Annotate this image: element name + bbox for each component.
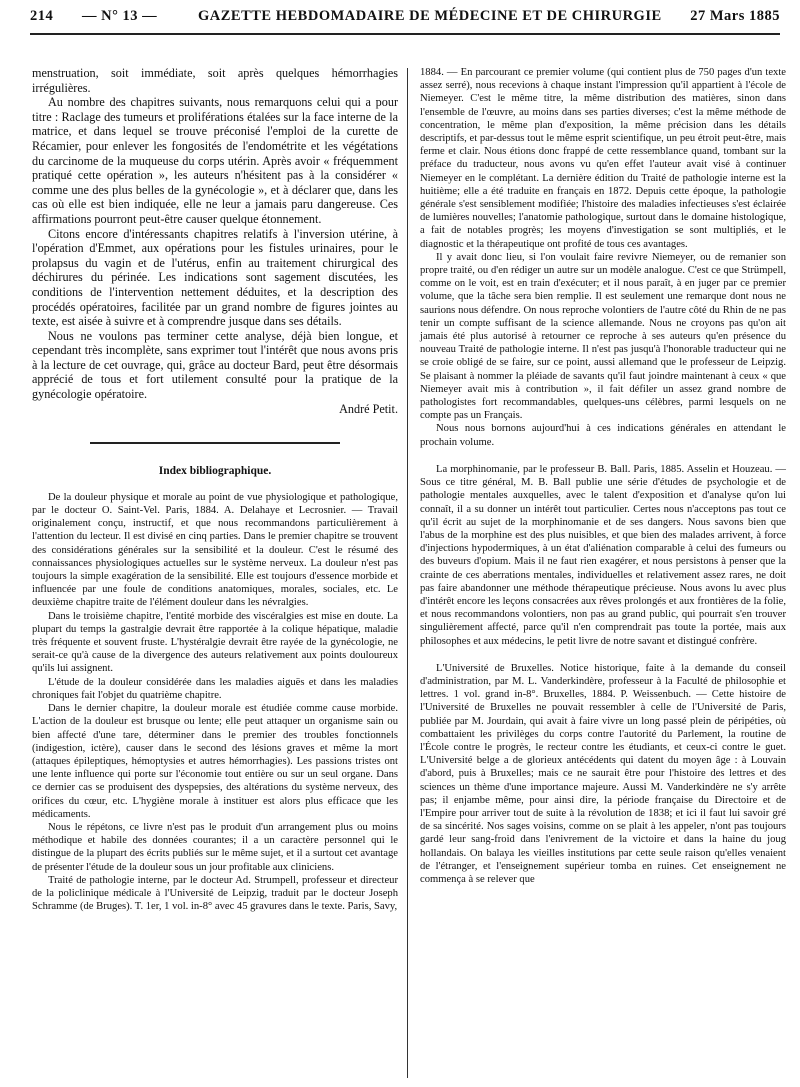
index-title: Index bibliographique. — [158, 465, 272, 478]
paragraph: 1884. — En parcourant ce premier volume (qui contient plus de 750 pages d'un texte assez serré), nous recevions à chaque instant l'impression qu'il appartient à l'école de Niemeyer. C'est le même titre, la même distribution des matières, sinon dans l'ensemble de l'œuvre, au moins dans ses parties diverses; c'est la même méthode de concentration, le même plan d'exposition, la même précision dans les détails descriptifs, et par-dessus tout le même esprit scientifique, un peu étroit peut-être, mais ferme et clair. Nous étions donc frappé de cette ressemblance quand, tombant sur la préface du traducteur, nous avons vu qu'en effet l'auteur avait visé à continuer Niemeyer en le complétant. La dernière édition du Traité de pathologie interne est la huitième; elle a été traduite en français en 1872. Depuis cette époque, la pathologie générale s'est sensiblement modifiée; l'histoire des maladies infectieuses s'est éclairée de lumières nouvelles; l'anatomie pathologique, surtout dans le domaine histologique, a fait de notables progrès; les moyens d'investigation se sont multipliés, et le diagnostic et la thérapeutique ont profité de tous ces avantages. — [420, 67, 786, 250]
index-entry: La morphinomanie, par le professeur B. Ball. Paris, 1885. Asselin et Houzeau. — Sous ce titre général, M. B. Ball publie une série d'études de psychologie et de pathologie mentales auxquelles, avec le talent d'exposition et d'analyse qu'on lui connaît, il a su donner un intérêt tout particulier. Certes nous n'acceptons pas tout ce qu'il écrit au sujet de la morphinomanie et de ses dangers. Nous savons bien que l'abus de la morphine est des plus nuisibles, et que bien des malades arrivent, à force d'injections hypodermiques, à un état d'aliénation comparable à celui des fumeurs ou des buveurs d'opium. Mais il ne faut rien exagérer, et nous persistons à penser que la crainte de ces aberrations mentales, individuelles et relativement assez rares, ne doit pas faire abandonner une méthode thérapeutique précieuse. Nous avons lu avec plus d'intérêt encore les leçons consacrées aux rêves prolongés et aux frontières de la folie, et nous recommandons volontiers, non pas au grand public, qui pourrait s'en trouver singulièrement affecté, parce qu'il n'en comprendrait pas toute la portée, mais aux philosophes et aux médecins, le petit livre de notre savant et distingué confrère. — [420, 463, 786, 647]
index-entry: Dans le dernier chapitre, la douleur morale est étudiée comme cause morbide. L'action de la douleur est brusque ou lente; elle peut attaquer un organisme sain ou bien affecté d'une tare, déterminer dans le premier des troubles fonctionnels (indigestion, ictère), causer dans le second des lésions graves et même la mort (attaques épileptiques, hémoptysies et autres hémorrhagies). Les passions tristes ont une lente influence qui porte sur l'économie tout entière ou sur un seul organe. Dans ce dernier cas se produisent des dyspepsies, des altérations du système nerveux, des orifices du cœur, etc. L'hygiène morale à instituer est alors plus efficace que les médicaments. — [32, 703, 398, 820]
page-number: 214 — [30, 8, 54, 24]
spacer — [420, 449, 786, 463]
index-entry: Nous le répétons, ce livre n'est pas le produit d'un arrangement plus ou moins méthodique et habile des données courantes; il a un caractère personnel qui le distingue de la plupart des écrits publiés sur le même sujet, et il a surtout cet avantage de présenter l'étude de la douleur sous un jour profitable aux cliniciens. — [32, 821, 398, 873]
index-entry: De la douleur physique et morale au point de vue physiologique et pathologique, par le docteur O. Saint-Vel. Paris, 1884. A. Delahaye et Lecrosnier. — Travail originalement conçu, instructif, et que nous recommandons particulièrement à l'attention du lecteur. Il est divisé en cinq parties. Dans le premier chapitre se trouvent des considérations générales sur la sensibilité et la douleur. C'est le résumé des connaissances physiologiques actuelles sur le système nerveux. La douleur n'est pas toujours la simple exagération de la sensibilité. Elle est toujours d'essence morbide et influencée par une foule de conditions anatomiques, morales, sociales, etc. Le deuxième chapitre traite de l'élément douleur dans les névralgies. — [32, 491, 398, 609]
spacer — [420, 648, 786, 662]
issue-number: — N° 13 — — [82, 8, 158, 24]
index-entries — [32, 491, 398, 914]
index-entry: Traité de pathologie interne, par le docteur Ad. Strumpell, professeur et directeur de la policlinique médicale à l'Université de Leipzig, traduit par le docteur Joseph Schramme (de Bruges). T. 1er, 1 vol. in-8° avec 45 gravures dans le texte. Paris, Savy, — [32, 874, 398, 913]
journal-title: GAZETTE HEBDOMADAIRE DE MÉDECINE ET DE CHIRURGIE — [198, 8, 662, 24]
paragraph: Nous ne voulons pas terminer cette analyse, déjà bien longue, et cependant très incomplète, sans exprimer tout l'intérêt que nous avons pris à la lecture de cet ouvrage, qui, grâce au docteur Bard, peut être désormais apprécié de tous et fort utilement consulté pour la pratique de la gynécologie opératoire. — [32, 328, 398, 402]
issue-date: 27 Mars 1885 — [690, 8, 780, 24]
review-signature: André Petit. — [339, 401, 398, 416]
section-divider — [90, 442, 340, 444]
paragraph: Nous nous bornons aujourd'hui à ces indications générales en attendant le prochain volume. — [420, 423, 786, 448]
index-entry: Dans le troisième chapitre, l'entité morbide des viscéralgies est mise en doute. La plupart du temps la gastralgie devrait être rapportée à la colique hépatique, maladie très fréquente et souvent fruste. L'hystéralgie devrait être rayée de la gynécologie, ne serait-ce qu'à cause de la divergence des auteurs relativement aux points douloureux qu'ils lui assignent. — [32, 610, 398, 675]
index-entry: L'Université de Bruxelles. Notice historique, faite à la demande du conseil d'administration, par M. L. Vanderkindère, professeur à la Faculté de philosophie et lettres. 1 vol. grand in-8°. Bruxelles, 1884. P. Weissenbuch. — Cette histoire de l'Université de Bruxelles ne pouvait ressembler à celle de l'Université de Paris, publiée par M. Jourdain, qui avait à faire vivre un long passé plein de péripéties, où combattaient les privilèges du corps contre l'autorité du Parlement, la routine de l'École contre le progrès, le recteur contre les étudiants, et ceux-ci contre le guet. L'Université belge a de glorieux antécédents qui datent du moyen âge : à Louvain d'abord, puis à Bruxelles; mais ce ne saurait être pour l'histoire des lettres et des sciences un thème d'une importance majeure. Aussi M. Vanderkindère ne s'y arrête pas; il enjambe même, pour ainsi dire, la période française du Directoire et de l'Empire pour arriver tout de suite à la révolution de 1838; et ici il faut lui savoir gré de sa sincérité. Nos sages voisins, comme on se plait à les appeler, n'ont pas toujours gardé leur sang-froid dans l'enivrement de la victoire et dans la haine du joug hollandais. On balaya les vieilles institutions par cette seule raison qu'elles venaient de l'étranger, et l'enseignement supérieur tomba en ruines. Cet enseignement ne commença à se relever que — [420, 662, 786, 885]
running-header — [30, 8, 780, 30]
right-column — [420, 66, 786, 886]
left-column — [32, 66, 398, 913]
header-rule — [30, 33, 780, 35]
paragraph: Citons encore d'intéressants chapitres relatifs à l'inversion utérine, à l'opération d'Emmet, aux opérations pour les fistules urinaires, pour le prolapsus du vagin et de l'utérus, enfin au traitement chirurgical des déchirures du périnée. Les indications sont sagement discutées, les conditions de l'intervention nettement déduites, et la description des procédés opératoires, facilitée par un grand nombre de figures jointes au texte, est aisée à suivre et à comprendre jusque dans ses détails. — [32, 226, 398, 329]
paragraph: menstruation, soit immédiate, soit après quelques hémorrhagies irrégulières. — [32, 66, 398, 95]
paragraph: Au nombre des chapitres suivants, nous remarquons celui qui a pour titre : Raclage des tumeurs et proliférations étalées sur la face interne de la matrice, et dans lequel se trouve préconisé l'emploi de la curette de Récamier, pour enlever les fongosités de l'endométrite et les végétations du carcinome de la muqueuse du corps utérin. Après avoir « fréquemment pratiqué cette opération », les auteurs n'hésitent pas à la considérer « comme une des plus belles de la gynécologie », et à déclarer que, dans les cas où elle est bien indiquée, elle ne leur a jamais paru dangereuse. Ces affirmations pourront peut-être causer quelque étonnement. — [32, 95, 398, 226]
index-entry: L'étude de la douleur considérée dans les maladies aiguës et dans les maladies chroniques fait l'objet du quatrième chapitre. — [32, 676, 398, 701]
column-divider — [407, 68, 408, 1078]
paragraph: Il y avait donc lieu, si l'on voulait faire revivre Niemeyer, ou de remanier son propre traité, ou d'en rédiger un autre sur un modèle analogue. C'est ce que Strümpell, comme on le voit, est en train d'exécuter; et il nous paraît, à en juger par ce premier volume, que la tâche sera bien remplie. Il est seulement une remarque dont nous ne saurions nous défendre. On nous reproche volontiers de l'autre côté du Rhin de ne pas tenir un compte suffisant de la science allemande. Nous ne croyons pas qu'on ait jamais été plus autorisé à retourner ce reproche à ses auteurs qu'en présence du nouveau Traité de pathologie interne. Il n'est pas jusqu'à l'honorable traducteur qui ne se croie obligé de se faire, sur ce point, aussi allemand que le professeur de Leipzig. Se plaisant à nommer la pléiade de savants qu'il faut joindre maintenant à ceux « que Niemeyer avait mis à contribution », il fait défiler un assez grand nombre de pathologistes fort recommandables, quelques-uns célèbres, parmi lesquels on ne compte pas un Français. — [420, 251, 786, 422]
